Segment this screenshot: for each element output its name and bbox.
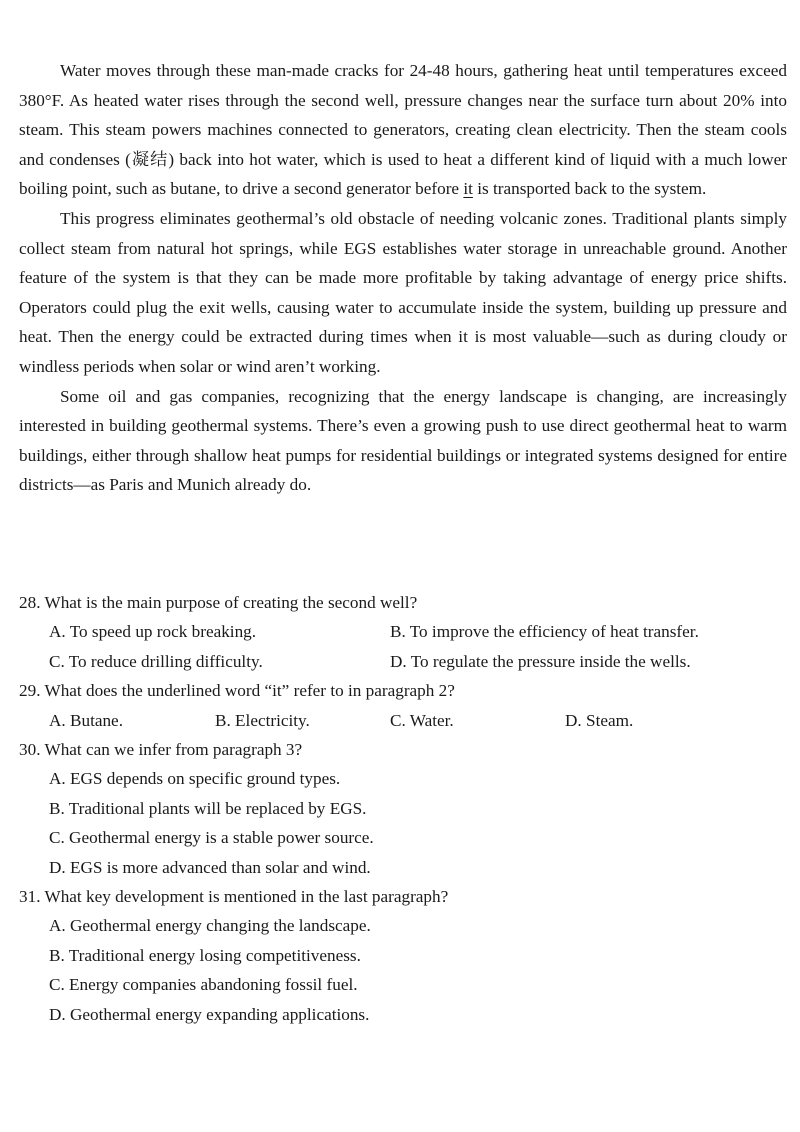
option-b: B. To improve the efficiency of heat transfer. [390,622,699,642]
answer-options [19,911,787,1029]
paragraph-1 [19,56,787,204]
option-c: C. Geothermal energy is a stable power source. [49,828,374,848]
option-a: A. Geothermal energy changing the landscape. [49,916,371,936]
option-b: B. Traditional plants will be replaced by EGS. [49,798,367,818]
paragraph-3: Some oil and gas companies, recognizing that the energy landscape is changing, are increasingly interested in building geothermal systems. There’s even a growing push to use direct geothermal heat to warm buildings, either through shallow heat pumps for residential buildings or integrated systems designed for entire districts—as Paris and Munich already do. [19,386,787,495]
option-c: C. Energy companies abandoning fossil fuel. [49,975,358,995]
underlined-word-it: it [463,179,473,199]
question-31 [19,882,787,1029]
option-b: B. Traditional energy losing competitiveness. [49,945,361,965]
option-d: D. Steam. [565,710,634,730]
answer-options [19,706,787,735]
option-a: A. To speed up rock breaking. [49,622,257,642]
option-d: D. To regulate the pressure inside the wells. [390,651,691,671]
option-c: C. Water. [390,710,454,730]
question-stem: 29. What does the underlined word “it” refer to in paragraph 2? [19,681,455,701]
question-30 [19,735,787,882]
paragraph-2: This progress eliminates geothermal’s old obstacle of needing volcanic zones. Traditional plants simply collect steam from natural hot springs, while EGS establishes water storage in unreachable ground. Another feature of the system is that they can be made more profitable by taking advantage of energy price shifts. Operators could plug the exit wells, causing water to accumulate inside the system, building up pressure and heat. Then the energy could be extracted during times when it is most valuable—such as during cloudy or windless periods when solar or wind aren’t working. [19,208,787,376]
question-stem: 31. What key development is mentioned in the last paragraph? [19,887,449,907]
question-list [19,588,787,1029]
paragraph-1-text-end: is transported back to the system. [472,179,707,199]
option-b: B. Electricity. [215,710,310,730]
option-a: A. EGS depends on specific ground types. [49,769,341,789]
question-stem: 28. What is the main purpose of creating the second well? [19,593,418,612]
option-d: D. EGS is more advanced than solar and wind. [49,857,371,877]
answer-options [19,764,787,882]
option-c: C. To reduce drilling difficulty. [49,651,263,671]
reading-passage [19,56,787,500]
question-28 [19,588,787,676]
question-29 [19,676,787,735]
paragraph-1-text-start: Water moves through these man-made cracks for 24-48 hours, gathering heat until temperatures exceed 380°F. As heated water rises through the second well, pressure changes near the surface turn about 20% into steam. This steam powers machines connected to generators, creating clean electricity. Then the steam cools and condenses (凝结) back into hot water, which is used to heat a different kind of liquid with a much lower boiling point, such as butane, to drive a second generator before [19,61,787,199]
answer-options [19,617,787,676]
option-d: D. Geothermal energy expanding applications. [49,1004,370,1024]
option-a: A. Butane. [49,710,123,730]
question-stem: 30. What can we infer from paragraph 3? [19,740,303,760]
